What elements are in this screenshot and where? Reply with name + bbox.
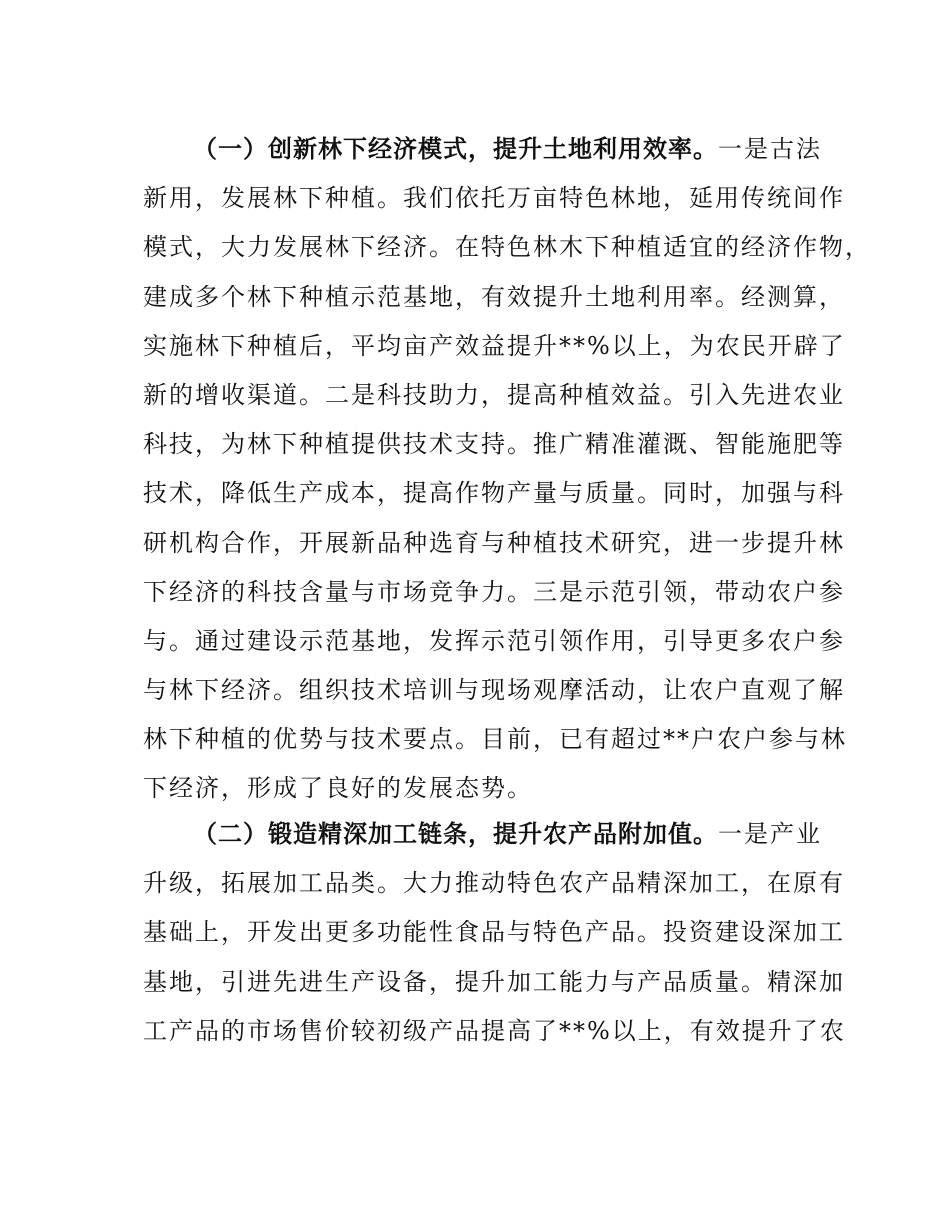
section-1-heading: （一）创新林下经济模式，提升土地利用效率。 — [193, 135, 718, 163]
section-2-paragraph — [143, 810, 846, 1056]
body-text-line: 建成多个林下种植示范基地，有效提升土地利用率。经测算， — [143, 282, 845, 311]
body-text-line: 科技，为林下种植提供技术支持。推广精准灌溉、智能施肥等 — [143, 430, 845, 459]
section-2-heading: （二）锻造精深加工链条，提升农产品附加值。 — [193, 820, 718, 848]
body-text-line: 新的增收渠道。二是科技助力，提高种植效益。引入先进农业 — [143, 380, 845, 409]
section-2-first-line — [143, 810, 833, 859]
body-text-line: 技术，降低生产成本，提高作物产量与质量。同时，加强与科 — [143, 479, 845, 508]
body-text-line: 与林下经济。组织技术培训与现场观摩活动，让农户直观了解 — [143, 676, 845, 705]
body-text-line: 下经济，形成了良好的发展态势。 — [143, 774, 533, 803]
body-text-line: 一是产业 — [718, 820, 822, 848]
section-1-first-line — [143, 125, 833, 174]
body-text-line: 实施林下种植后，平均亩产效益提升**%以上，为农民开辟了 — [143, 331, 846, 360]
body-text-line: 升级，拓展加工品类。大力推动特色农产品精深加工，在原有 — [143, 869, 845, 898]
body-text-line: 工产品的市场售价较初级产品提高了**%以上，有效提升了农 — [143, 1016, 846, 1045]
body-text-line: 模式，大力发展林下经济。在特色林木下种植适宜的经济作物， — [143, 233, 871, 262]
body-text-line: 新用，发展林下种植。我们依托万亩特色林地，延用传统间作 — [143, 184, 845, 213]
body-text-line: 一是古法 — [718, 135, 822, 163]
body-text-line: 基础上，开发出更多功能性食品与特色产品。投资建设深加工 — [143, 918, 845, 947]
body-text-line: 林下种植的优势与技术要点。目前，已有超过**户农户参与林 — [143, 725, 847, 754]
body-text-line: 与。通过建设示范基地，发挥示范引领作用，引导更多农户参 — [143, 626, 845, 655]
section-1-paragraph — [143, 125, 871, 814]
body-text-line: 下经济的科技含量与市场竞争力。三是示范引领，带动农户参 — [143, 577, 845, 606]
body-text-line: 基地，引进先进生产设备，提升加工能力与产品质量。精深加 — [143, 967, 845, 996]
body-text-line: 研机构合作，开展新品种选育与种植技术研究，进一步提升林 — [143, 528, 845, 557]
